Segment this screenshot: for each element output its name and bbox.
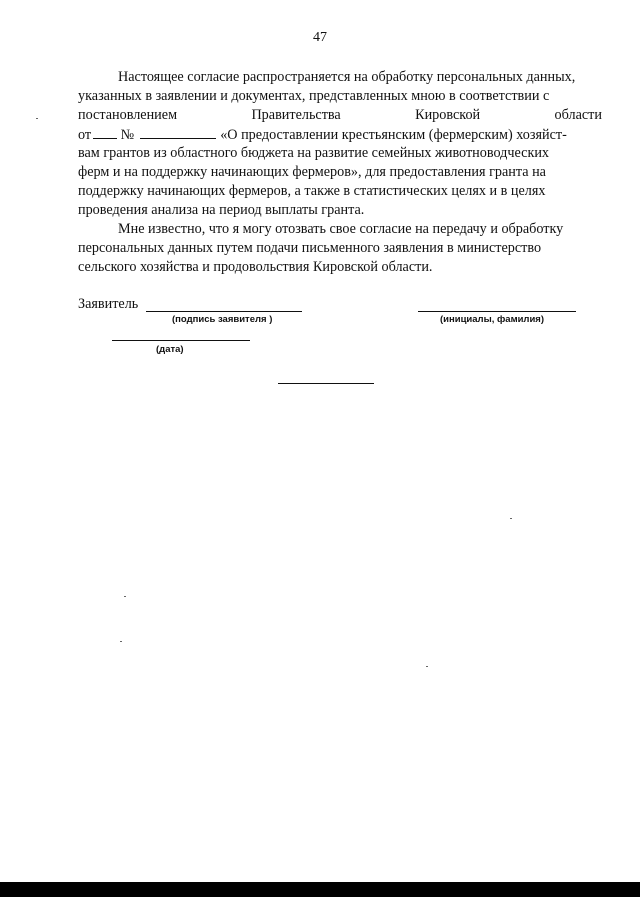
text-line: Мне известно, что я могу отозвать свое согласие на передачу и обработку [118,221,564,237]
word: области [554,107,602,123]
scan-speck [426,666,428,667]
date-blank [93,125,117,139]
page-number: 47 [313,30,327,45]
end-separator [278,383,374,384]
text-line: сельского хозяйства и продовольствия Кировской области. [78,259,433,275]
decree-title: «О предоставлении крестьянским (фермерским) хозяйст- [220,127,567,143]
date-caption: (дата) [156,344,184,355]
text-line: ферм и на поддержку начинающих фермеров», для предоставления гранта на [78,164,546,180]
text-line: поддержку начинающих фермеров, а также в статистических целях и в целях [78,183,546,199]
text-line: Настоящее согласие распространяется на обработку персональных данных, [118,69,576,85]
text-line-with-blanks [78,125,602,144]
text-line-justified [78,106,602,125]
text-line: указанных в заявлении и документах, представленных мною в соответствии с [78,88,550,104]
text-line: вам грантов из областного бюджета на развитие семейных животноводческих [78,145,550,161]
date-line [112,340,250,341]
text-line: проведения анализа на период выплаты гранта. [78,202,365,218]
word: Правительства [251,107,341,123]
applicant-label: Заявитель [78,296,139,312]
scan-speck [120,641,122,642]
name-caption: (инициалы, фамилия) [440,314,545,325]
name-line [418,311,576,312]
scan-speck [510,518,512,519]
consent-paragraph [78,68,602,220]
word: Кировской [415,107,481,123]
text-line: персональных данных путем подачи письменного заявления в министерство [78,240,542,256]
number-blank [140,125,216,139]
signature-line [146,311,302,312]
from-label: от [78,127,92,143]
number-label: № [120,127,135,143]
revocation-paragraph [78,220,602,277]
signature-caption: (подпись заявителя ) [172,314,273,325]
scan-bottom-border [0,882,640,897]
scan-speck [124,596,126,597]
scan-speck [36,118,38,119]
word: постановлением [78,107,178,123]
